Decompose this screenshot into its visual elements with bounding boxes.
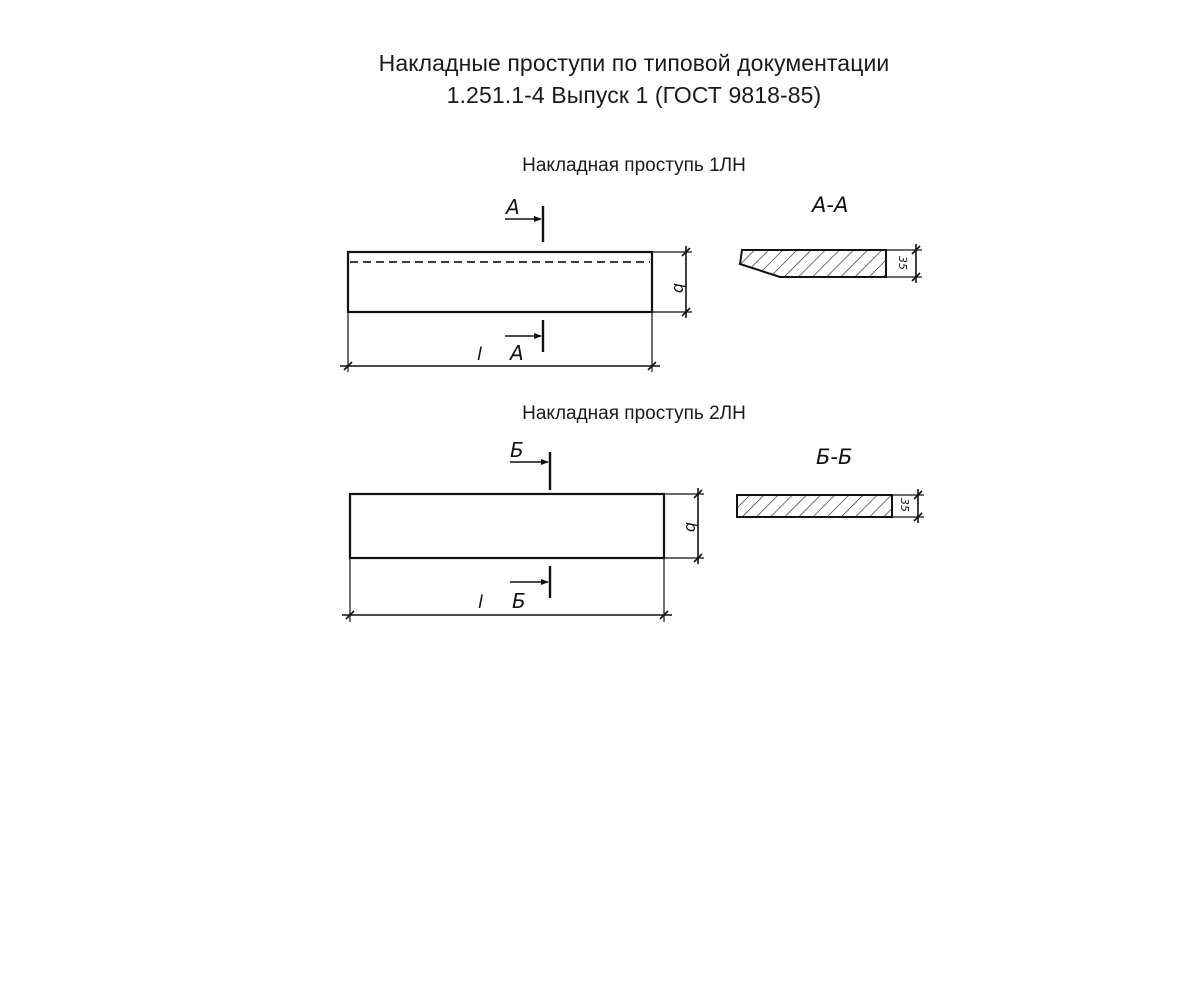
detail-2-length-label: l xyxy=(478,592,484,613)
detail-1-section-mark-top: А xyxy=(506,195,520,219)
detail-1-cross-section xyxy=(740,250,886,277)
detail-2-width-label: b xyxy=(682,522,701,533)
detail-1-section-mark-bottom: А xyxy=(510,341,524,365)
detail-2-section-mark-top: Б xyxy=(510,438,524,462)
detail-2-section-title: Б-Б xyxy=(816,445,853,469)
document-title-line-1: Накладные проступи по типовой документации xyxy=(378,50,890,76)
detail-1-outline xyxy=(348,252,652,312)
detail-2-outline xyxy=(350,494,664,558)
detail-1-heading: Накладная проступь 1ЛН xyxy=(522,155,746,176)
detail-1-length-label: l xyxy=(477,344,483,365)
detail-1-width-label: b xyxy=(670,283,689,294)
document-title-line-2: 1.251.1-4 Выпуск 1 (ГОСТ 9818-85) xyxy=(446,82,822,108)
detail-2-thickness-label: 35 xyxy=(898,498,911,512)
detail-1-thickness-label: 35 xyxy=(896,256,909,270)
detail-2-heading: Накладная проступь 2ЛН xyxy=(522,403,746,424)
detail-2-section-mark-bottom: Б xyxy=(512,589,526,613)
detail-1-section-view xyxy=(740,193,922,283)
detail-2-section-view xyxy=(737,445,924,523)
detail-2-plan-view xyxy=(342,438,704,622)
detail-1-section-title: А-А xyxy=(812,193,849,217)
detail-2-cross-section xyxy=(737,495,892,517)
detail-1-plan-view xyxy=(340,195,692,372)
